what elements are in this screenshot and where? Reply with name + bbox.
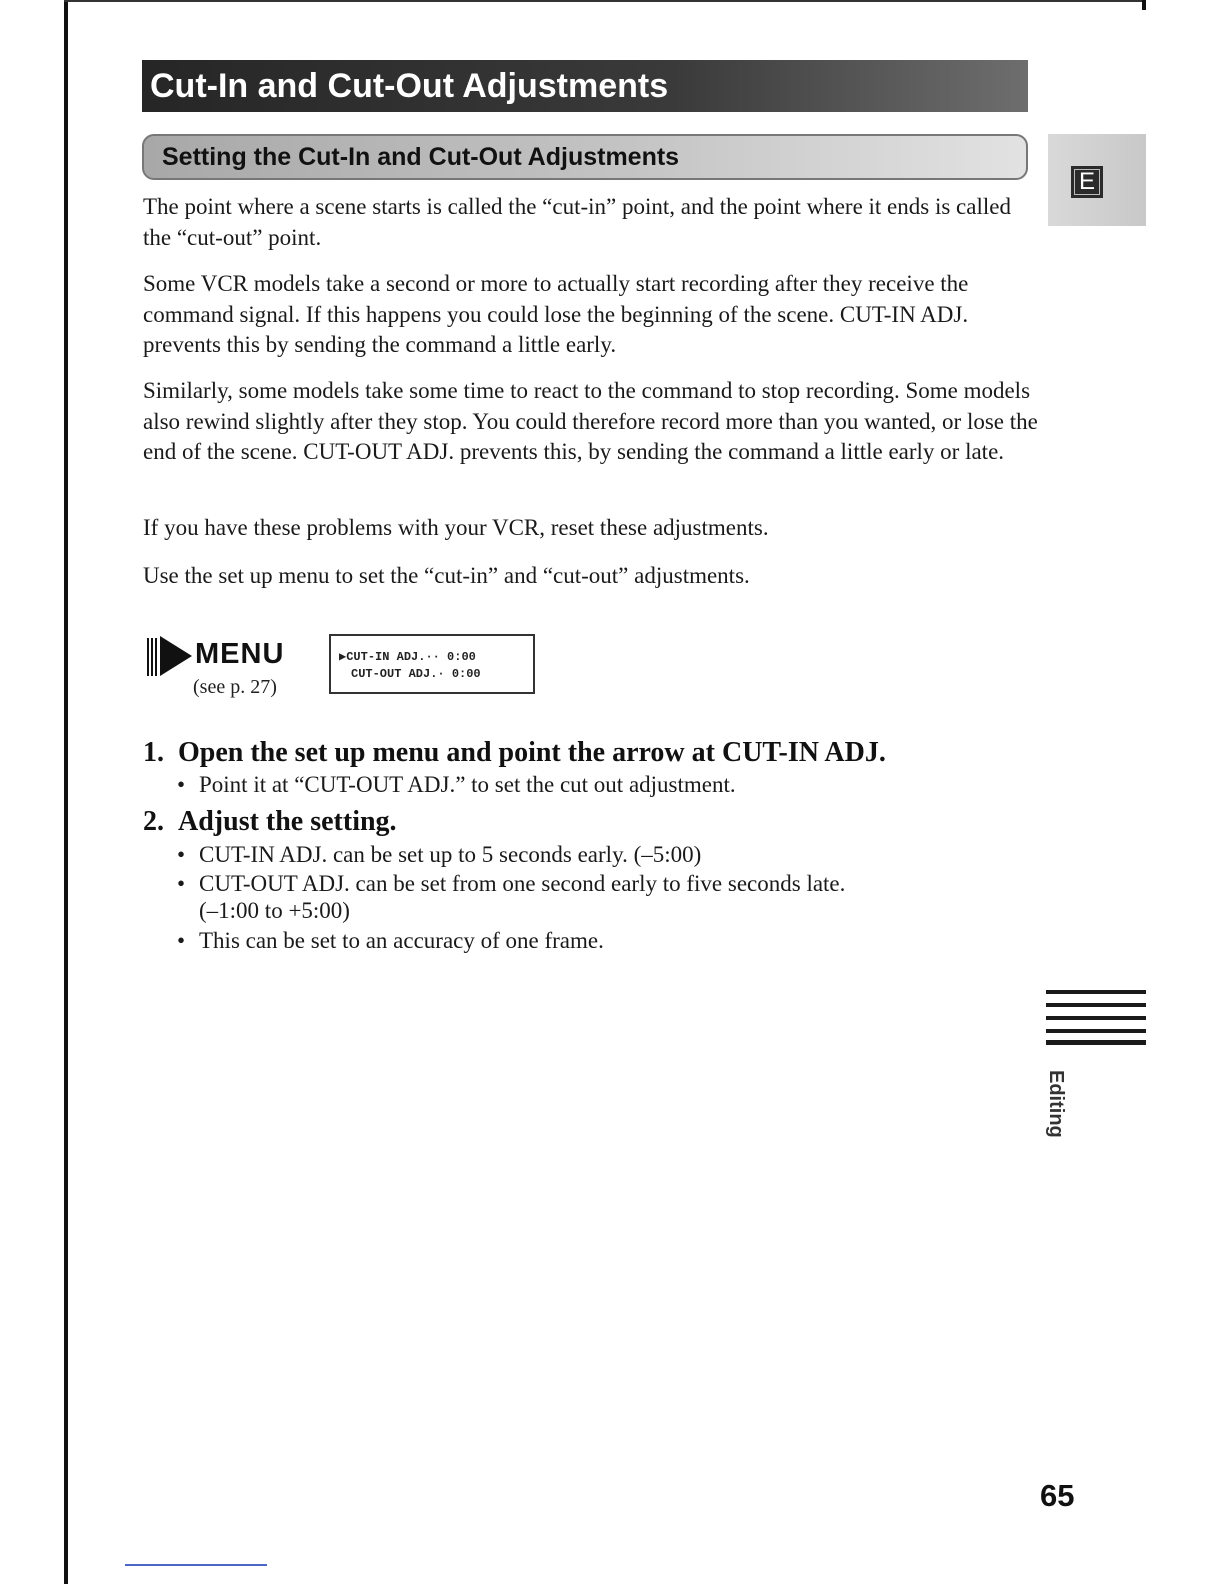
- menu-bars-icon: [147, 638, 159, 676]
- page-corner-mark: [1142, 0, 1146, 10]
- section-title: Cut-In and Cut-Out Adjustments: [142, 60, 1028, 112]
- menu-screen-display: [329, 634, 535, 694]
- step-1-number: 1.: [143, 737, 164, 768]
- chapter-letter: E: [1071, 166, 1103, 198]
- step-1-text: Open the set up menu and point the arrow at CUT-IN ADJ.: [178, 737, 886, 768]
- menu-label: MENU: [195, 638, 285, 670]
- step-2-bullet-2: [177, 869, 845, 898]
- paragraph-cut-out: Similarly, some models take some time to react to the command to stop recording. Some models also rewind slightly after they stop. You could therefore record more than you wanted, or lose the end of the scene. CUT-OUT ADJ. prevents this, by sending the command a little early or late.: [143, 378, 1038, 464]
- subsection-title: Setting the Cut-In and Cut-Out Adjustments: [142, 134, 1028, 180]
- section-label: Editing: [1045, 1070, 1067, 1138]
- menu-indicator: [143, 632, 303, 712]
- bottom-underline: [125, 1564, 267, 1566]
- page-left-border: [64, 0, 68, 1584]
- bullet-dot: •: [177, 871, 186, 896]
- step-2-bullet-2-continuation: (–1:00 to +5:00): [199, 898, 350, 923]
- step-2-bullet-1-text: CUT-IN ADJ. can be set up to 5 seconds early. (–5:00): [199, 842, 702, 867]
- screen-line-cut-in: ▶CUT-IN ADJ.·· 0:00: [339, 650, 476, 664]
- screen-line-cut-out: CUT-OUT ADJ.· 0:00: [351, 667, 481, 681]
- step-2-bullet-3-text: This can be set to an accuracy of one frame.: [199, 928, 604, 953]
- bullet-dot: •: [177, 842, 186, 867]
- step-2-bullet-1: [177, 840, 701, 869]
- menu-page-reference: (see p. 27): [193, 676, 277, 698]
- paragraph-cut-in: Some VCR models take a second or more to actually start recording after they receive the command signal. If this happens you could lose the beginning of the scene. CUT-IN ADJ. prevents this by sending the command a little early.: [143, 271, 969, 357]
- step-2-number: 2.: [143, 806, 164, 837]
- paragraph-intro: The point where a scene starts is called the “cut-in” point, and the point where it ends is called the “cut-out” point.: [143, 194, 1011, 250]
- chapter-tab: [1048, 134, 1146, 226]
- section-thumb-lines: [1046, 990, 1146, 1046]
- page-number: 65: [1040, 1478, 1075, 1513]
- play-arrow-icon: [160, 636, 192, 676]
- step-2-bullet-2-text: CUT-OUT ADJ. can be set from one second early to five seconds late.: [199, 871, 846, 896]
- step-1-bullet-text: Point it at “CUT-OUT ADJ.” to set the cut out adjustment.: [199, 772, 736, 797]
- paragraph-use-menu: Use the set up menu to set the “cut-in” and “cut-out” adjustments.: [143, 563, 750, 588]
- step-1-title: [143, 737, 886, 769]
- bullet-dot: •: [177, 928, 186, 953]
- page-top-border: [64, 0, 1146, 2]
- paragraph-reset: If you have these problems with your VCR, reset these adjustments.: [143, 515, 769, 540]
- bullet-dot: •: [177, 772, 186, 797]
- step-2-bullet-3: [177, 926, 604, 955]
- step-1-bullet: [177, 770, 736, 799]
- step-2-title: [143, 806, 397, 838]
- step-2-text: Adjust the setting.: [178, 806, 397, 837]
